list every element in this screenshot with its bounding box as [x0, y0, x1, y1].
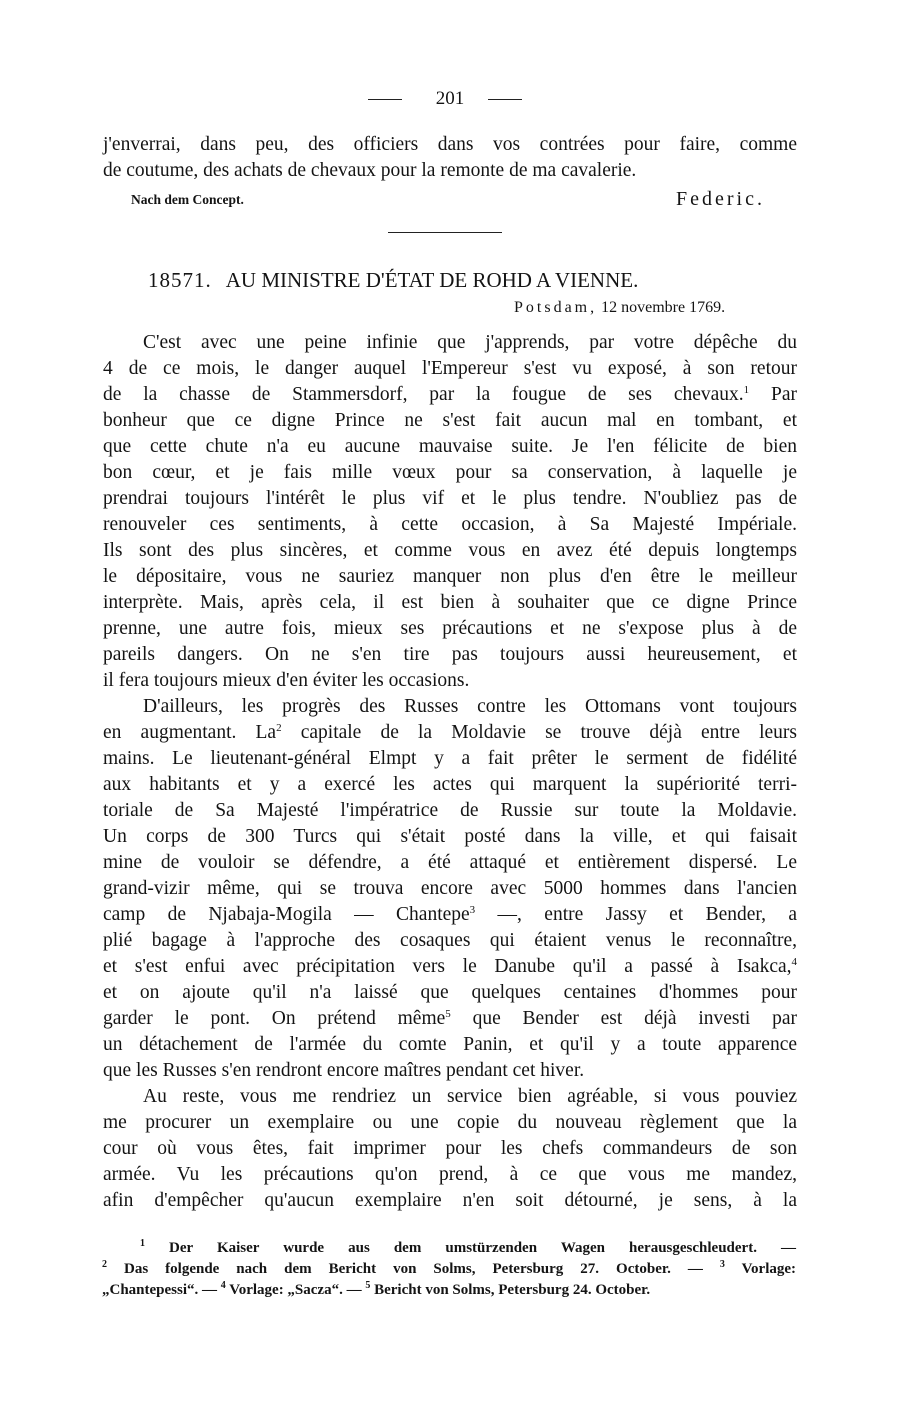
body-text: de la chasse de Stammersdorf, par la fougue de ses chevaux.	[103, 384, 744, 405]
body-line: interprète. Mais, après cela, il est bien à souhaiter que ce digne Prince	[103, 592, 797, 613]
body-text: Par	[771, 384, 798, 405]
body-line: Au reste, vous me rendriez un service bien agréable, si vous pouviez	[143, 1086, 797, 1107]
signature: Federic.	[676, 188, 765, 210]
body-text: et s'est enfui avec précipitation vers le Danube qu'il a passé à Isakca,	[103, 956, 792, 977]
body-line: toriale de Sa Majesté l'impératrice de Russie sur toute la Moldavie.	[103, 800, 797, 821]
body-text: que Bender est déjà investi par	[472, 1008, 798, 1029]
header-dash-left	[368, 99, 402, 100]
letter-date: 12 novembre 1769.	[601, 299, 726, 316]
body-line: que cette chute n'a eu aucune mauvaise suite. Je l'en félicite de bien	[103, 436, 797, 457]
body-text: camp de Njabaja-Mogila — Chantepe	[103, 904, 470, 925]
footnote-text: Vorlage:	[741, 1261, 797, 1277]
footnote-ref: 2	[276, 722, 282, 734]
body-line: il fera toujours mieux d'en éviter les occasions.	[103, 670, 470, 691]
body-line: armée. Vu les précautions qu'on prend, à ce que vous me mandez,	[103, 1164, 797, 1185]
body-line: mains. Le lieutenant-général Elmpt y a fait prêter le serment de fidélité	[103, 748, 797, 769]
body-line: mine de vouloir se défendre, a été attaqué et entièrement dispersé. Le	[103, 852, 797, 873]
body-line	[103, 1006, 797, 1032]
footnote-number: 4	[220, 1280, 226, 1291]
body-line	[103, 954, 797, 980]
section-divider	[388, 232, 502, 233]
body-line: afin d'empêcher qu'aucun exemplaire n'en soit détourné, je sens, à la	[103, 1190, 797, 1211]
footnote-line	[102, 1280, 796, 1301]
body-line: le dépositaire, vous ne sauriez manquer non plus d'en être le meilleur	[103, 566, 797, 587]
body-line: et on ajoute qu'il n'a laissé que quelques centaines d'hommes pour	[103, 982, 797, 1003]
footnote-text: Das folgende nach dem Bericht von Solms, Petersburg 27. October. —	[124, 1261, 703, 1277]
body-line: grand-vizir même, qui se trouva encore avec 5000 hommes dans l'ancien	[103, 878, 797, 899]
body-text: en augmentant. La	[103, 722, 277, 743]
footnote-number: 3	[719, 1259, 725, 1270]
header-dash-right	[488, 99, 522, 100]
footnote-text: Der Kaiser wurde aus dem umstürzenden Wagen herausgeschleudert. —	[169, 1240, 796, 1256]
letter-heading	[148, 268, 638, 293]
body-line: Un corps de 300 Turcs qui s'était posté dans la ville, et qui faisait	[103, 826, 797, 847]
footnote-ref: 1	[743, 384, 750, 396]
body-text: garder le pont. On prétend même	[103, 1008, 446, 1029]
letter-dateline	[514, 299, 725, 317]
body-line: plié bagage à l'approche des cosaques qui étaient venus le reconnaître,	[103, 930, 797, 951]
footnote-number: 2	[102, 1259, 107, 1270]
footnote-line	[140, 1238, 796, 1259]
body-line: pareils dangers. On ne s'en tire pas toujours aussi heureusement, et	[103, 644, 797, 665]
body-line	[103, 720, 797, 746]
body-line: renouveler ces sentiments, à cette occasion, à Sa Majesté Impériale.	[103, 514, 797, 535]
body-line: bonheur que ce digne Prince ne s'est fait aucun mal en tombant, et	[103, 410, 797, 431]
footnote-text: Bericht von Solms, Petersburg 24. October.	[374, 1282, 651, 1298]
body-line: prendrai toujours l'intérêt le plus vif et le plus tendre. N'oubliez pas de	[103, 488, 797, 509]
footnote-number: 1	[140, 1238, 145, 1249]
body-line: bon cœur, et je fais mille vœux pour sa conservation, à laquelle je	[103, 462, 797, 483]
body-line: que les Russes s'en rendront encore maîtres pendant cet hiver.	[103, 1060, 585, 1081]
body-line: me procurer un exemplaire ou une copie du nouveau règlement que la	[103, 1112, 797, 1133]
page-number: 201	[435, 88, 465, 109]
body-line: aux habitants et y a exercé les actes qui marquent la supériorité terri-	[103, 774, 797, 795]
footnote-number: 5	[365, 1280, 371, 1291]
body-line: prenne, une autre fois, mieux ses précautions et ne s'expose plus à de	[103, 618, 797, 639]
footnote-ref: 5	[445, 1008, 451, 1020]
footnote-text: „Chantepessi“. —	[102, 1282, 218, 1298]
footnote-text: Vorlage: „Sacza“. —	[229, 1282, 362, 1298]
letter-title: AU MINISTRE D'ÉTAT DE ROHD A VIENNE.	[225, 268, 639, 292]
continuation-line: j'enverrai, dans peu, des officiers dans vos contrées pour faire, comme	[103, 134, 797, 155]
footnote-line	[102, 1259, 796, 1280]
body-line	[103, 902, 797, 928]
letter-number: 18571.	[148, 268, 212, 292]
continuation-line: de coutume, des achats de chevaux pour la remonte de ma cavalerie.	[103, 160, 637, 181]
body-line: 4 de ce mois, le danger auquel l'Empereur s'est vu exposé, à son retour	[103, 358, 797, 379]
body-text: capitale de la Moldavie se trouve déjà entre leurs	[300, 722, 798, 743]
letter-place: Potsdam,	[514, 299, 598, 316]
footnote-ref: 4	[791, 956, 797, 968]
source-note: Nach dem Concept.	[131, 192, 244, 207]
footnote-ref: 3	[469, 904, 476, 916]
body-line: un détachement de l'armée du comte Panin, et qu'il y a toute apparence	[103, 1034, 797, 1055]
page-header	[0, 88, 900, 112]
body-line: D'ailleurs, les progrès des Russes contre les Ottomans vont toujours	[143, 696, 797, 717]
body-text: —, entre Jassy et Bender, a	[497, 904, 798, 925]
body-line: cour où vous êtes, fait imprimer pour les chefs commandeurs de son	[103, 1138, 797, 1159]
body-line: C'est avec une peine infinie que j'apprends, par votre dépêche du	[143, 332, 797, 353]
body-line: Ils sont des plus sincères, et comme vous en avez été depuis longtemps	[103, 540, 797, 561]
body-line	[103, 382, 797, 408]
